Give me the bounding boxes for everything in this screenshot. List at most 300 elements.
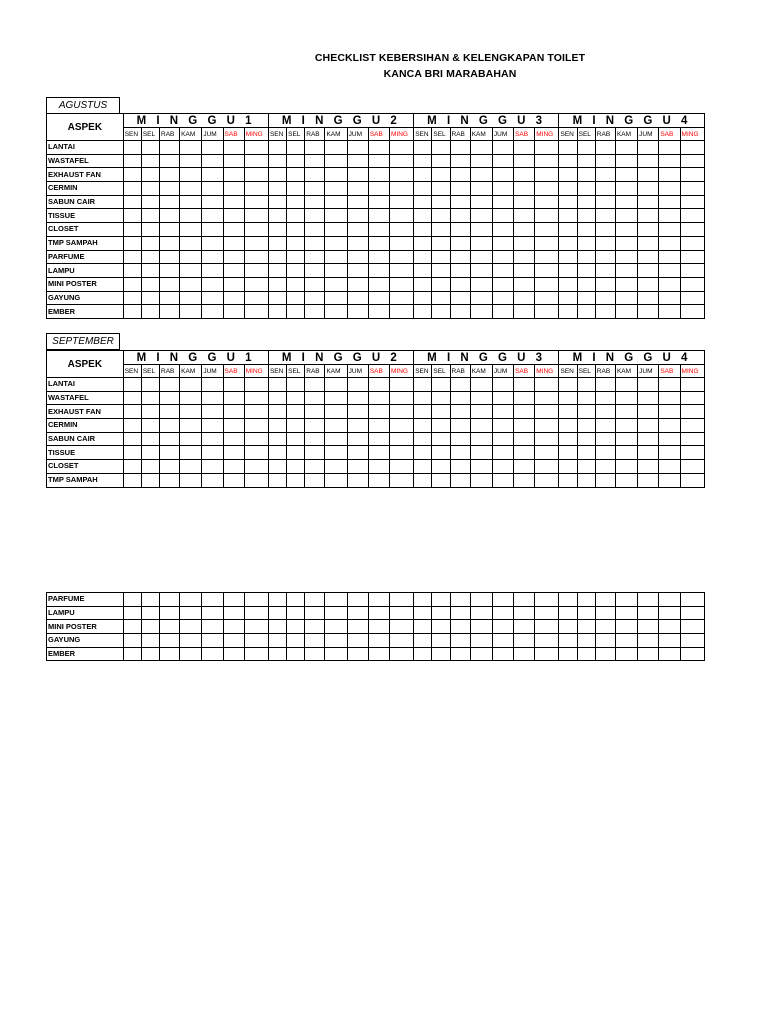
checkbox-cell[interactable] [202,634,223,648]
checkbox-cell[interactable] [615,182,637,196]
checkbox-cell[interactable] [202,291,223,305]
checkbox-cell[interactable] [577,647,595,661]
checkbox-cell[interactable] [577,460,595,474]
checkbox-cell[interactable] [450,460,470,474]
checkbox-cell[interactable] [559,606,577,620]
checkbox-cell[interactable] [268,405,286,419]
checkbox-cell[interactable] [680,264,704,278]
checkbox-cell[interactable] [390,606,414,620]
checkbox-cell[interactable] [141,264,159,278]
checkbox-cell[interactable] [414,264,432,278]
checkbox-cell[interactable] [180,236,202,250]
checkbox-cell[interactable] [160,277,180,291]
checkbox-cell[interactable] [470,634,492,648]
checkbox-cell[interactable] [432,277,450,291]
checkbox-cell[interactable] [450,593,470,607]
checkbox-cell[interactable] [123,647,141,661]
checkbox-cell[interactable] [223,647,244,661]
checkbox-cell[interactable] [325,277,347,291]
checkbox-cell[interactable] [268,250,286,264]
checkbox-cell[interactable] [638,154,659,168]
checkbox-cell[interactable] [450,473,470,487]
checkbox-cell[interactable] [368,620,389,634]
checkbox-cell[interactable] [414,620,432,634]
checkbox-cell[interactable] [347,634,368,648]
checkbox-cell[interactable] [492,593,513,607]
checkbox-cell[interactable] [244,432,268,446]
checkbox-cell[interactable] [470,168,492,182]
checkbox-cell[interactable] [305,391,325,405]
checkbox-cell[interactable] [244,593,268,607]
checkbox-cell[interactable] [325,236,347,250]
checkbox-cell[interactable] [390,405,414,419]
checkbox-cell[interactable] [535,647,559,661]
checkbox-cell[interactable] [659,236,680,250]
checkbox-cell[interactable] [244,419,268,433]
checkbox-cell[interactable] [535,305,559,319]
checkbox-cell[interactable] [577,432,595,446]
checkbox-cell[interactable] [180,250,202,264]
checkbox-cell[interactable] [414,209,432,223]
checkbox-cell[interactable] [514,593,535,607]
checkbox-cell[interactable] [492,264,513,278]
checkbox-cell[interactable] [615,460,637,474]
checkbox-cell[interactable] [325,264,347,278]
checkbox-cell[interactable] [244,195,268,209]
checkbox-cell[interactable] [595,195,615,209]
checkbox-cell[interactable] [470,209,492,223]
checkbox-cell[interactable] [659,460,680,474]
checkbox-cell[interactable] [123,473,141,487]
checkbox-cell[interactable] [432,236,450,250]
checkbox-cell[interactable] [450,419,470,433]
checkbox-cell[interactable] [559,378,577,392]
checkbox-cell[interactable] [268,378,286,392]
checkbox-cell[interactable] [368,154,389,168]
checkbox-cell[interactable] [615,432,637,446]
checkbox-cell[interactable] [432,291,450,305]
checkbox-cell[interactable] [559,634,577,648]
checkbox-cell[interactable] [638,236,659,250]
checkbox-cell[interactable] [244,250,268,264]
checkbox-cell[interactable] [141,277,159,291]
checkbox-cell[interactable] [577,277,595,291]
checkbox-cell[interactable] [659,432,680,446]
checkbox-cell[interactable] [223,182,244,196]
checkbox-cell[interactable] [305,432,325,446]
checkbox-cell[interactable] [680,620,704,634]
checkbox-cell[interactable] [535,195,559,209]
checkbox-cell[interactable] [638,606,659,620]
checkbox-cell[interactable] [450,264,470,278]
checkbox-cell[interactable] [514,446,535,460]
checkbox-cell[interactable] [390,460,414,474]
checkbox-cell[interactable] [202,391,223,405]
checkbox-cell[interactable] [223,432,244,446]
checkbox-cell[interactable] [535,460,559,474]
checkbox-cell[interactable] [559,264,577,278]
checkbox-cell[interactable] [368,277,389,291]
checkbox-cell[interactable] [305,223,325,237]
checkbox-cell[interactable] [223,473,244,487]
checkbox-cell[interactable] [450,141,470,155]
checkbox-cell[interactable] [287,419,305,433]
checkbox-cell[interactable] [244,154,268,168]
checkbox-cell[interactable] [414,647,432,661]
checkbox-cell[interactable] [615,168,637,182]
checkbox-cell[interactable] [141,223,159,237]
checkbox-cell[interactable] [244,620,268,634]
checkbox-cell[interactable] [287,432,305,446]
checkbox-cell[interactable] [535,182,559,196]
checkbox-cell[interactable] [141,195,159,209]
checkbox-cell[interactable] [180,264,202,278]
checkbox-cell[interactable] [514,620,535,634]
checkbox-cell[interactable] [615,647,637,661]
checkbox-cell[interactable] [492,195,513,209]
checkbox-cell[interactable] [680,305,704,319]
checkbox-cell[interactable] [287,634,305,648]
checkbox-cell[interactable] [223,236,244,250]
checkbox-cell[interactable] [470,154,492,168]
checkbox-cell[interactable] [223,391,244,405]
checkbox-cell[interactable] [514,606,535,620]
checkbox-cell[interactable] [347,432,368,446]
checkbox-cell[interactable] [305,277,325,291]
checkbox-cell[interactable] [514,209,535,223]
checkbox-cell[interactable] [305,305,325,319]
checkbox-cell[interactable] [595,473,615,487]
checkbox-cell[interactable] [615,141,637,155]
checkbox-cell[interactable] [559,250,577,264]
checkbox-cell[interactable] [659,223,680,237]
checkbox-cell[interactable] [223,620,244,634]
checkbox-cell[interactable] [577,378,595,392]
checkbox-cell[interactable] [414,305,432,319]
checkbox-cell[interactable] [470,277,492,291]
checkbox-cell[interactable] [268,460,286,474]
checkbox-cell[interactable] [514,223,535,237]
checkbox-cell[interactable] [325,182,347,196]
checkbox-cell[interactable] [638,634,659,648]
checkbox-cell[interactable] [492,647,513,661]
checkbox-cell[interactable] [287,195,305,209]
checkbox-cell[interactable] [577,250,595,264]
checkbox-cell[interactable] [390,264,414,278]
checkbox-cell[interactable] [268,223,286,237]
checkbox-cell[interactable] [595,391,615,405]
checkbox-cell[interactable] [244,141,268,155]
checkbox-cell[interactable] [595,606,615,620]
checkbox-cell[interactable] [180,634,202,648]
checkbox-cell[interactable] [202,195,223,209]
checkbox-cell[interactable] [680,647,704,661]
checkbox-cell[interactable] [492,606,513,620]
checkbox-cell[interactable] [638,195,659,209]
checkbox-cell[interactable] [492,154,513,168]
checkbox-cell[interactable] [202,419,223,433]
checkbox-cell[interactable] [638,264,659,278]
checkbox-cell[interactable] [680,236,704,250]
checkbox-cell[interactable] [615,250,637,264]
checkbox-cell[interactable] [638,378,659,392]
checkbox-cell[interactable] [680,473,704,487]
checkbox-cell[interactable] [268,236,286,250]
checkbox-cell[interactable] [160,154,180,168]
checkbox-cell[interactable] [680,460,704,474]
checkbox-cell[interactable] [325,634,347,648]
checkbox-cell[interactable] [287,305,305,319]
checkbox-cell[interactable] [160,446,180,460]
checkbox-cell[interactable] [615,236,637,250]
checkbox-cell[interactable] [535,446,559,460]
checkbox-cell[interactable] [470,378,492,392]
checkbox-cell[interactable] [268,391,286,405]
checkbox-cell[interactable] [141,305,159,319]
checkbox-cell[interactable] [244,209,268,223]
checkbox-cell[interactable] [535,391,559,405]
checkbox-cell[interactable] [470,250,492,264]
checkbox-cell[interactable] [414,460,432,474]
checkbox-cell[interactable] [432,473,450,487]
checkbox-cell[interactable] [347,647,368,661]
checkbox-cell[interactable] [432,182,450,196]
checkbox-cell[interactable] [244,446,268,460]
checkbox-cell[interactable] [160,647,180,661]
checkbox-cell[interactable] [514,182,535,196]
checkbox-cell[interactable] [559,405,577,419]
checkbox-cell[interactable] [432,647,450,661]
checkbox-cell[interactable] [325,419,347,433]
checkbox-cell[interactable] [202,606,223,620]
checkbox-cell[interactable] [202,277,223,291]
checkbox-cell[interactable] [244,405,268,419]
checkbox-cell[interactable] [287,606,305,620]
checkbox-cell[interactable] [123,277,141,291]
checkbox-cell[interactable] [202,168,223,182]
checkbox-cell[interactable] [287,620,305,634]
checkbox-cell[interactable] [180,620,202,634]
checkbox-cell[interactable] [268,277,286,291]
checkbox-cell[interactable] [559,168,577,182]
checkbox-cell[interactable] [492,620,513,634]
checkbox-cell[interactable] [123,460,141,474]
checkbox-cell[interactable] [305,593,325,607]
checkbox-cell[interactable] [470,291,492,305]
checkbox-cell[interactable] [659,291,680,305]
checkbox-cell[interactable] [223,419,244,433]
checkbox-cell[interactable] [595,223,615,237]
checkbox-cell[interactable] [414,236,432,250]
checkbox-cell[interactable] [325,141,347,155]
checkbox-cell[interactable] [202,593,223,607]
checkbox-cell[interactable] [492,305,513,319]
checkbox-cell[interactable] [390,209,414,223]
checkbox-cell[interactable] [141,593,159,607]
checkbox-cell[interactable] [160,291,180,305]
checkbox-cell[interactable] [347,606,368,620]
checkbox-cell[interactable] [595,593,615,607]
checkbox-cell[interactable] [492,473,513,487]
checkbox-cell[interactable] [305,473,325,487]
checkbox-cell[interactable] [368,305,389,319]
checkbox-cell[interactable] [680,141,704,155]
checkbox-cell[interactable] [390,236,414,250]
checkbox-cell[interactable] [202,223,223,237]
checkbox-cell[interactable] [368,168,389,182]
checkbox-cell[interactable] [390,168,414,182]
checkbox-cell[interactable] [325,305,347,319]
checkbox-cell[interactable] [202,620,223,634]
checkbox-cell[interactable] [223,634,244,648]
checkbox-cell[interactable] [160,182,180,196]
checkbox-cell[interactable] [202,647,223,661]
checkbox-cell[interactable] [414,378,432,392]
checkbox-cell[interactable] [559,182,577,196]
checkbox-cell[interactable] [202,446,223,460]
checkbox-cell[interactable] [390,291,414,305]
checkbox-cell[interactable] [450,182,470,196]
checkbox-cell[interactable] [559,195,577,209]
checkbox-cell[interactable] [368,378,389,392]
checkbox-cell[interactable] [141,291,159,305]
checkbox-cell[interactable] [368,141,389,155]
checkbox-cell[interactable] [577,264,595,278]
checkbox-cell[interactable] [202,473,223,487]
checkbox-cell[interactable] [368,593,389,607]
checkbox-cell[interactable] [638,460,659,474]
checkbox-cell[interactable] [638,446,659,460]
checkbox-cell[interactable] [123,195,141,209]
checkbox-cell[interactable] [595,634,615,648]
checkbox-cell[interactable] [268,419,286,433]
checkbox-cell[interactable] [414,250,432,264]
checkbox-cell[interactable] [680,405,704,419]
checkbox-cell[interactable] [123,223,141,237]
checkbox-cell[interactable] [347,277,368,291]
checkbox-cell[interactable] [268,154,286,168]
checkbox-cell[interactable] [202,236,223,250]
checkbox-cell[interactable] [577,291,595,305]
checkbox-cell[interactable] [450,277,470,291]
checkbox-cell[interactable] [180,446,202,460]
checkbox-cell[interactable] [450,634,470,648]
checkbox-cell[interactable] [123,250,141,264]
checkbox-cell[interactable] [268,264,286,278]
checkbox-cell[interactable] [390,391,414,405]
checkbox-cell[interactable] [414,182,432,196]
checkbox-cell[interactable] [180,432,202,446]
checkbox-cell[interactable] [680,606,704,620]
checkbox-cell[interactable] [390,141,414,155]
checkbox-cell[interactable] [492,378,513,392]
checkbox-cell[interactable] [325,209,347,223]
checkbox-cell[interactable] [180,209,202,223]
checkbox-cell[interactable] [450,209,470,223]
checkbox-cell[interactable] [577,182,595,196]
checkbox-cell[interactable] [347,182,368,196]
checkbox-cell[interactable] [123,291,141,305]
checkbox-cell[interactable] [559,154,577,168]
checkbox-cell[interactable] [305,250,325,264]
checkbox-cell[interactable] [514,432,535,446]
checkbox-cell[interactable] [287,593,305,607]
checkbox-cell[interactable] [470,141,492,155]
checkbox-cell[interactable] [141,432,159,446]
checkbox-cell[interactable] [347,209,368,223]
checkbox-cell[interactable] [559,647,577,661]
checkbox-cell[interactable] [305,460,325,474]
checkbox-cell[interactable] [514,195,535,209]
checkbox-cell[interactable] [432,250,450,264]
checkbox-cell[interactable] [244,291,268,305]
checkbox-cell[interactable] [287,209,305,223]
checkbox-cell[interactable] [595,378,615,392]
checkbox-cell[interactable] [123,305,141,319]
checkbox-cell[interactable] [268,291,286,305]
checkbox-cell[interactable] [432,446,450,460]
checkbox-cell[interactable] [659,264,680,278]
checkbox-cell[interactable] [432,305,450,319]
checkbox-cell[interactable] [659,182,680,196]
checkbox-cell[interactable] [659,378,680,392]
checkbox-cell[interactable] [638,250,659,264]
checkbox-cell[interactable] [659,154,680,168]
checkbox-cell[interactable] [414,391,432,405]
checkbox-cell[interactable] [141,378,159,392]
checkbox-cell[interactable] [450,446,470,460]
checkbox-cell[interactable] [287,168,305,182]
checkbox-cell[interactable] [492,291,513,305]
checkbox-cell[interactable] [638,620,659,634]
checkbox-cell[interactable] [414,446,432,460]
checkbox-cell[interactable] [432,168,450,182]
checkbox-cell[interactable] [577,236,595,250]
checkbox-cell[interactable] [244,168,268,182]
checkbox-cell[interactable] [559,593,577,607]
checkbox-cell[interactable] [347,405,368,419]
checkbox-cell[interactable] [680,223,704,237]
checkbox-cell[interactable] [287,277,305,291]
checkbox-cell[interactable] [492,405,513,419]
checkbox-cell[interactable] [559,305,577,319]
checkbox-cell[interactable] [390,154,414,168]
checkbox-cell[interactable] [680,446,704,460]
checkbox-cell[interactable] [141,620,159,634]
checkbox-cell[interactable] [638,305,659,319]
checkbox-cell[interactable] [470,446,492,460]
checkbox-cell[interactable] [244,378,268,392]
checkbox-cell[interactable] [514,634,535,648]
checkbox-cell[interactable] [123,405,141,419]
checkbox-cell[interactable] [514,236,535,250]
checkbox-cell[interactable] [514,141,535,155]
checkbox-cell[interactable] [535,154,559,168]
checkbox-cell[interactable] [450,647,470,661]
checkbox-cell[interactable] [223,168,244,182]
checkbox-cell[interactable] [268,473,286,487]
checkbox-cell[interactable] [535,593,559,607]
checkbox-cell[interactable] [615,209,637,223]
checkbox-cell[interactable] [223,460,244,474]
checkbox-cell[interactable] [615,291,637,305]
checkbox-cell[interactable] [680,291,704,305]
checkbox-cell[interactable] [615,195,637,209]
checkbox-cell[interactable] [514,154,535,168]
checkbox-cell[interactable] [432,419,450,433]
checkbox-cell[interactable] [638,647,659,661]
checkbox-cell[interactable] [325,154,347,168]
